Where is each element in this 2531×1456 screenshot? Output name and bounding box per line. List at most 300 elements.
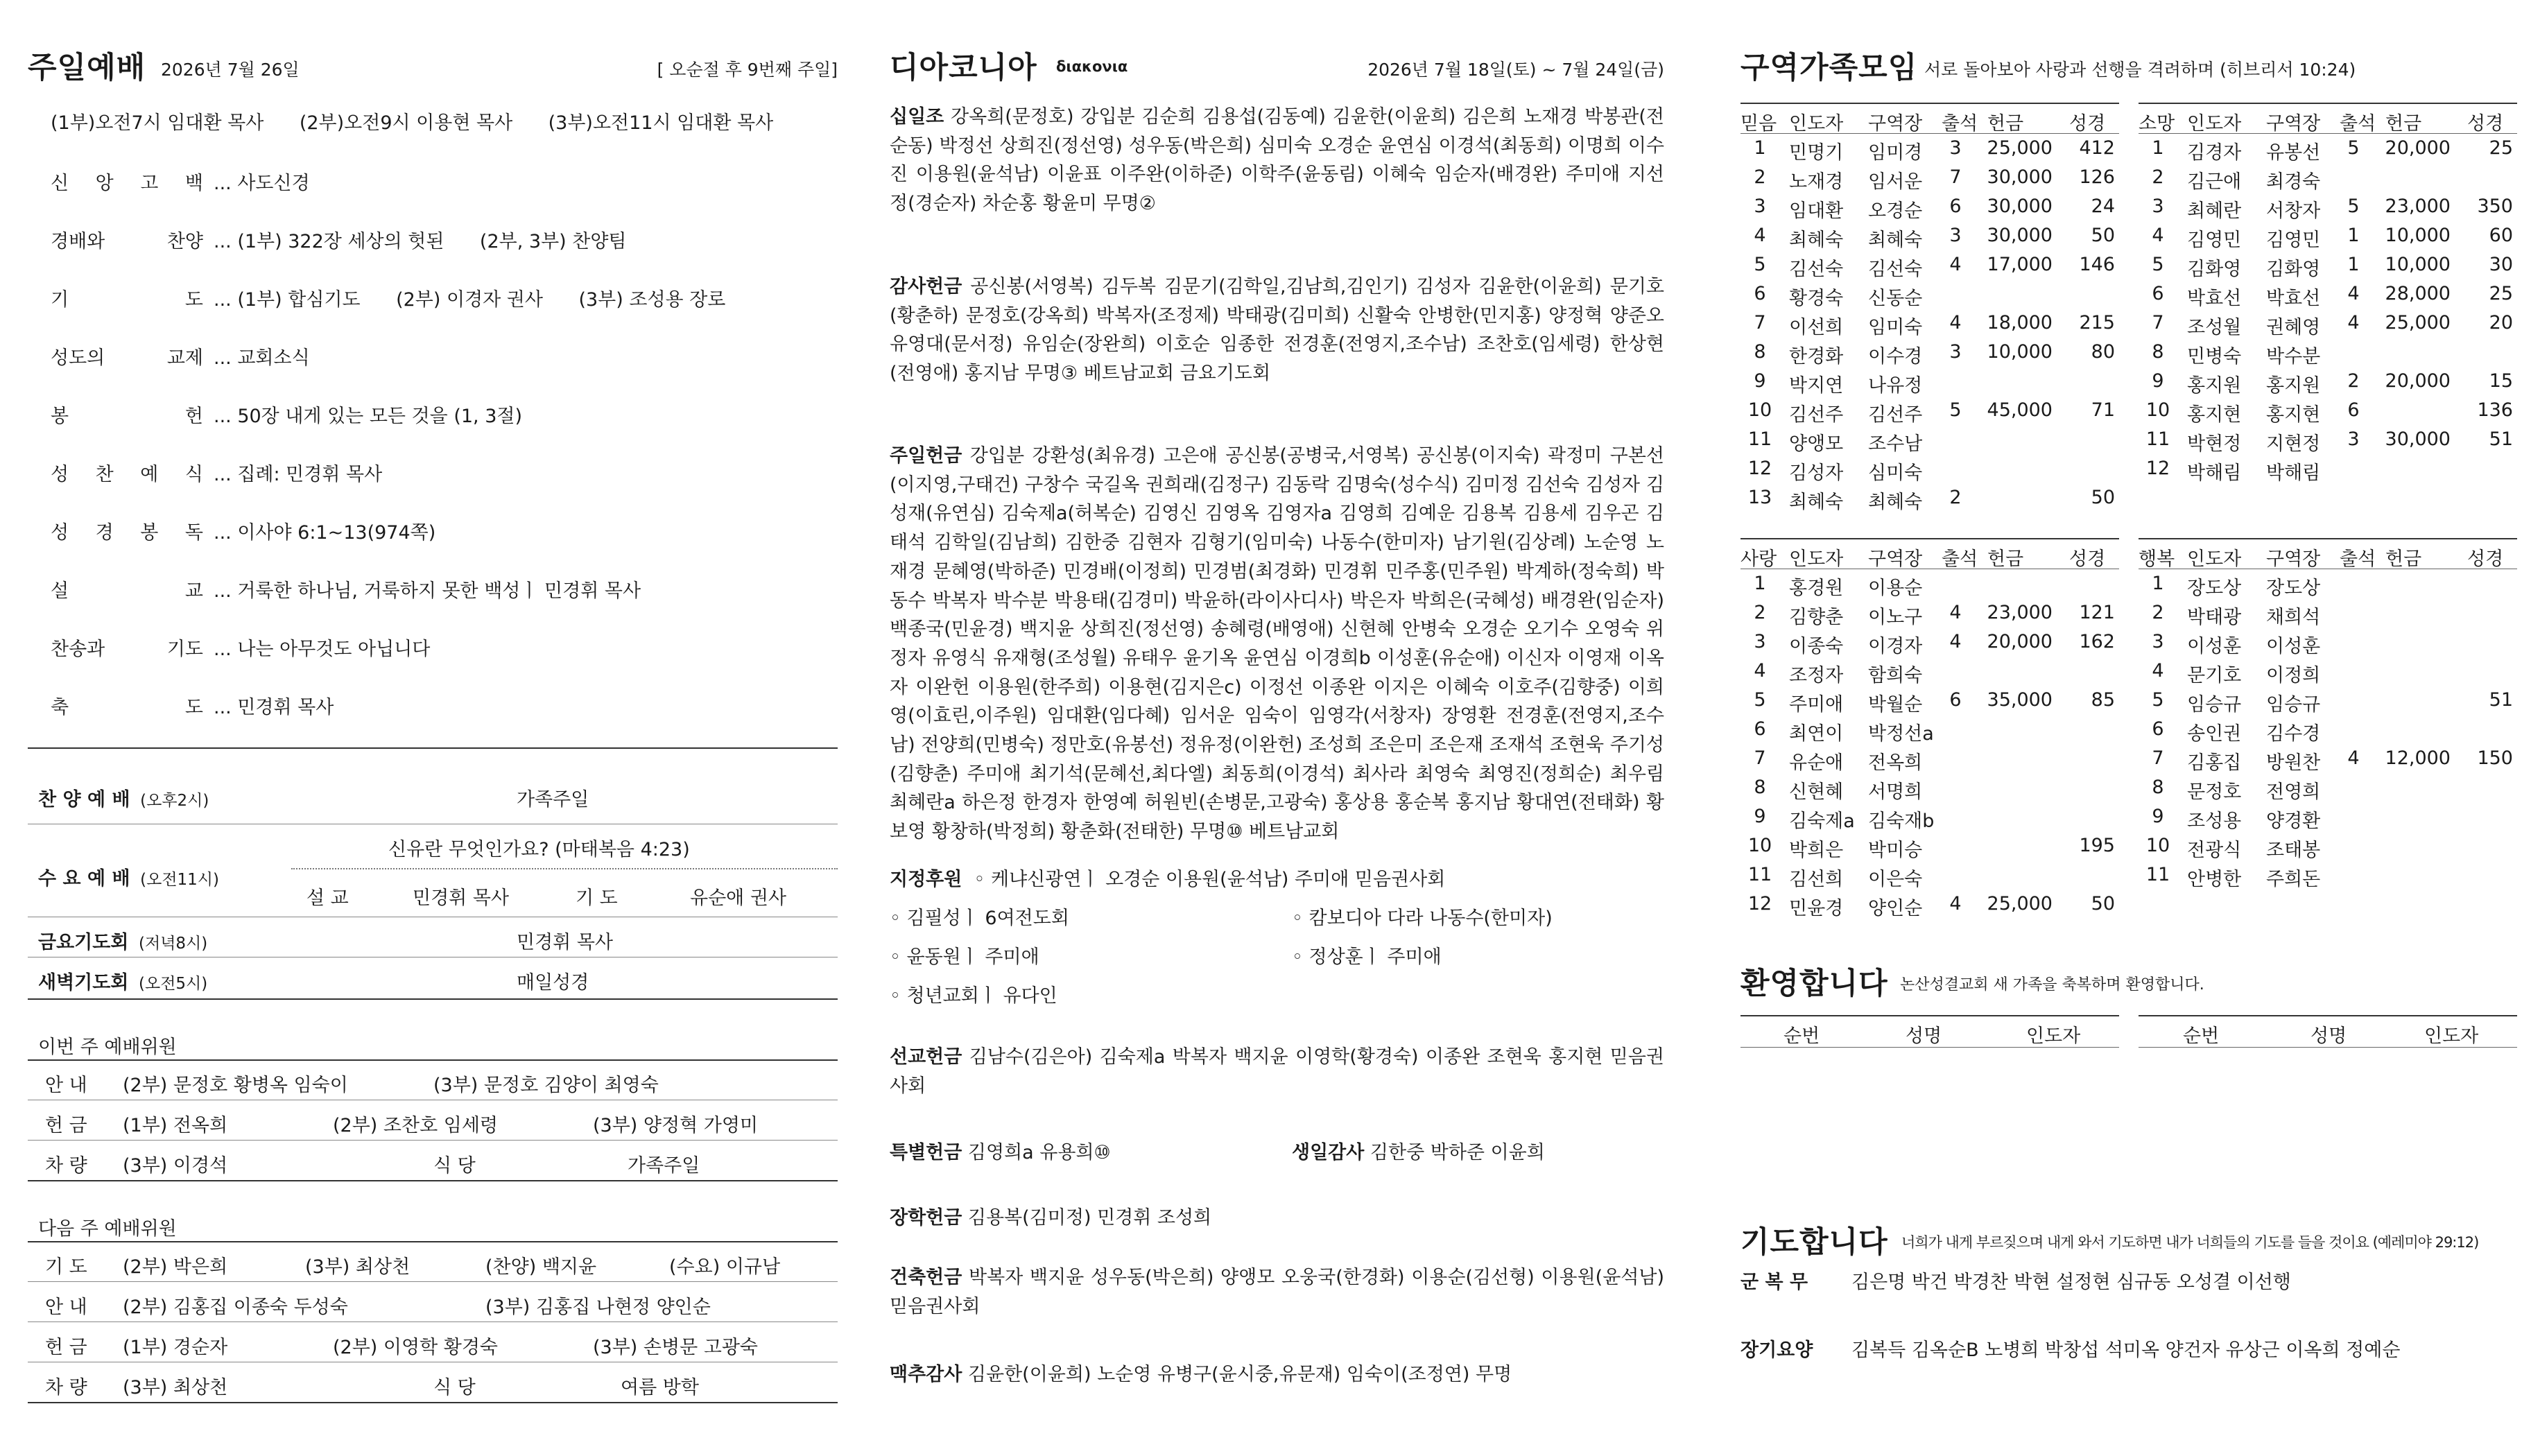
district-row — [2139, 395, 2517, 424]
district-cell: 4 — [1754, 660, 1766, 682]
building-text: 박복자 백지윤 성우동(박은희) 양앵모 오웅국(한경화) 이용순(김선형) 이용원(윤석남) 믿음권사회 — [890, 1267, 1664, 1317]
district-row — [1740, 569, 2119, 598]
district-row — [1740, 133, 2119, 162]
district-cell: 송인권 — [2187, 723, 2242, 745]
special-label: 특별헌금 — [890, 1142, 962, 1163]
district-cell: 9 — [2152, 806, 2164, 827]
district-cell: 71 — [2091, 399, 2115, 421]
district-row — [1740, 424, 2119, 453]
district-cell: 126 — [2079, 166, 2115, 188]
district-cell: 임대환 — [1789, 200, 1844, 222]
wed-preach-label: 설 교 — [306, 887, 349, 909]
district-col-header: 헌금 — [2385, 113, 2422, 135]
district-cell: 6 — [2152, 283, 2164, 304]
sunday-offering-text: 강입분 강환성(최유경) 고은애 공신봉(공병국,서영복) 공신봉(이지숙) 곽정미 구본선(이지영,구태건) 구창수 국길옥 권희래(김정구) 김동락 김명숙(성수식) 김미정 김선숙 김성자 김성재(유연심) 김숙제a(허복순) 김영신 김영옥 김영자a 김영희 김예운 김용복 김용세 김우곤 김태석 김학일(김남희) 김한중 김현자 김형기(임미숙) 나동수(한미자) 남기원(김상례) 노순영 노재경 문혜영(박하준) 민경배(이정희) 민경범(최경화) 민경휘 민주홍(민주원) 박계하(정숙희) 박동수 박복자 박수분 박용태(김경미) 박윤하(라이사디사) 박은자 박희은(국혜성) 배경완(임순자) 백종국(민윤경) 백지윤 상희진(정선영) 송혜령(배영애) 신현혜 안병숙 오경순 오기수 오영숙 위정자 유영식 유재형(조성월) 유태우 윤기옥 윤연심 이경희b 이성훈(유순애) 이신자 이영재 이옥자 이완헌 이용원(한주희) 이용현(김지은c) 이정선 이종완 이지은 이혜숙 이호주(김향중) 이희영(이효린,이주원) 임대환(임다혜) 임서운 임숙이 임영각(서창자) 장영환 전경훈(전영지,조수남) 전양희(민병숙) 정만호(유봉선) 정유정(이완헌) 조성희 조은미 조은재 조재석 조현욱 주기성(김향춘) 주미애 최기석(문혜선,최다엘) 최동희(이경석) 최사라 최영숙 최영진(정희순) 최우림 최혜란a 하은정 한경자 한영예 허원빈(손병문,고광숙) 홍상용 홍순복 홍지남 황대연(전태화) 황보영 황창하(박정희) 황춘화(전태한) 무명⑩ 베트남교회 — [890, 445, 1664, 843]
district-cell: 문기호 — [2187, 665, 2242, 686]
district-cell: 박효선 — [2187, 288, 2242, 309]
district-cell: 홍지현 — [2266, 404, 2321, 426]
district-cell: 이종숙 — [1789, 636, 1844, 657]
welcome-table-left — [1740, 1015, 2119, 1048]
district-cell: 황경숙 — [1789, 288, 1844, 309]
sunday-offering-label: 주일헌금 — [890, 445, 962, 467]
friday-service — [38, 927, 207, 954]
district-cell: 6 — [1754, 718, 1766, 740]
next-week-title: 다음 주 예배위원 — [38, 1218, 177, 1240]
district-cell: 김선주 — [1868, 404, 1923, 426]
district-cell: 홍경원 — [1789, 578, 1844, 599]
district-cell: 30,000 — [1987, 166, 2053, 188]
district-cell: 3 — [2152, 631, 2164, 652]
district-table-header — [2139, 103, 2517, 134]
district-cell: 30,000 — [2385, 428, 2451, 450]
district-cell: 박태광 — [2187, 607, 2242, 628]
district-col-header: 헌금 — [1987, 113, 2024, 135]
district-col-header: 헌금 — [2385, 548, 2422, 570]
this-offering-2: (2부) 조찬호 임세령 — [333, 1115, 498, 1136]
worship-title: 주일예배 — [28, 51, 146, 85]
district-row — [2139, 685, 2517, 714]
order-value: ... (1부) 합심기도 (2부) 이경자 권사 (3부) 조성용 장로 — [214, 289, 726, 311]
order-value: ... 집례: 민경휘 목사 — [214, 464, 383, 485]
district-cell: 51 — [2489, 428, 2513, 450]
next-offering-1: (1부) 경순자 — [123, 1337, 228, 1358]
district-cell: 10,000 — [2385, 225, 2451, 246]
order-value: ... 교회소식 — [214, 347, 310, 369]
district-col-header: 인도자 — [2187, 113, 2242, 135]
district-cell: 50 — [2091, 225, 2115, 246]
district-cell: 195 — [2079, 835, 2115, 856]
district-cell: 전광식 — [2187, 840, 2242, 861]
district-cell: 신동순 — [1868, 288, 1923, 309]
district-cell: 김숙제a — [1789, 811, 1855, 832]
district-row — [1740, 889, 2119, 918]
birthday-block — [1292, 1137, 1545, 1164]
this-usher-3: (3부) 문정호 김양이 최영숙 — [433, 1075, 659, 1096]
scholar-text: 김용복(김미정) 민경휘 조성희 — [967, 1207, 1212, 1229]
order-value: ... 나는 아무것도 아닙니다 — [214, 639, 431, 660]
next-pray-praise: (찬양) 백지윤 — [485, 1256, 597, 1278]
next-pray-3: (3부) 최상천 — [305, 1256, 411, 1278]
district-cell: 이선희 — [1789, 317, 1844, 338]
designated-item: ◦ 윤동원ㅣ 주미애 — [890, 946, 1039, 968]
district-cell: 6 — [1949, 689, 1962, 711]
special-block — [890, 1137, 1111, 1164]
district-group-name: 사랑 — [1740, 548, 1777, 570]
district-cell: 18,000 — [1987, 312, 2053, 333]
service-times: (1부)오전7시 임대환 목사 (2부)오전9시 이용현 목사 (3부)오전11시 임대환 목사 — [51, 112, 774, 134]
order-label: 축 도 — [51, 697, 203, 718]
district-cell: 박정선a — [1868, 723, 1934, 745]
worship-header — [28, 44, 838, 86]
district-cell: 30,000 — [1987, 225, 2053, 246]
district-cell: 김영민 — [2187, 229, 2242, 251]
military-list: 김은명 박건 박경찬 박현 설정현 심규동 오성결 이선행 — [1851, 1272, 2291, 1293]
district-header — [1740, 44, 2503, 86]
wed-preacher: 민경휘 목사 — [413, 887, 509, 909]
district-cell: 7 — [1754, 312, 1766, 333]
district-cell: 5 — [1754, 689, 1766, 711]
military-label: 군 복 무 — [1740, 1272, 1808, 1293]
district-cell: 안병한 — [2187, 869, 2242, 890]
wednesday-label: 수 요 예 배 — [38, 868, 130, 890]
district-row — [1740, 656, 2119, 685]
district-cell: 7 — [2152, 312, 2164, 333]
district-cell: 12 — [1747, 893, 1772, 915]
district-cell: 전영희 — [2266, 781, 2321, 803]
district-cell: 5 — [2152, 254, 2164, 275]
district-cell: 30 — [2489, 254, 2513, 275]
district-cell: 45,000 — [1987, 399, 2053, 421]
district-col-header: 출석 — [2340, 113, 2376, 135]
order-label: 설 교 — [51, 580, 203, 602]
birthday-label: 생일감사 — [1292, 1142, 1365, 1163]
welcome-title: 환영합니다 — [1740, 967, 1888, 1001]
district-row — [1740, 627, 2119, 656]
district-cell: 박현정 — [2187, 433, 2242, 455]
district-cell: 홍지원 — [2266, 375, 2321, 397]
district-cell: 5 — [2347, 196, 2360, 217]
dawn-time: (오전5시) — [139, 975, 208, 993]
tithe-text: 강옥희(문정호) 강입분 김순희 김용섭(김동예) 김윤한(이윤희) 김은희 노재경 박봉관(전순동) 박정선 상희진(정선영) 성우동(박은희) 심미숙 오경순 윤연심 이경석(최동희) 이명희 이수진 이용원(윤석남) 이윤표 이주완(이하준) 이학주(윤동림) 이혜숙 임순자(배경완) 주미애 지선정(경순자) 차순홍 황윤미 무명② — [890, 106, 1664, 215]
welcome-col: 순번 — [2183, 1025, 2220, 1047]
district-cell: 임미경 — [1868, 142, 1923, 164]
next-meal-label: 식 당 — [433, 1377, 476, 1398]
wed-prayer: 유순애 권사 — [690, 887, 786, 909]
district-cell: 4 — [1949, 602, 1962, 623]
friday-value: 민경휘 목사 — [517, 932, 613, 953]
district-row — [1740, 366, 2119, 395]
district-row — [1740, 860, 2119, 889]
welcome-col: 성명 — [2310, 1025, 2347, 1047]
wednesday-service — [38, 863, 219, 890]
district-cell: 4 — [1949, 893, 1962, 915]
wheat-label: 맥추감사 — [890, 1364, 962, 1385]
district-cell: 한경화 — [1789, 346, 1844, 367]
welcome-col: 인도자 — [2424, 1025, 2479, 1047]
district-row — [2139, 220, 2517, 250]
thanks-block — [890, 272, 1664, 388]
district-cell: 김근애 — [2187, 171, 2242, 193]
district-cell: 임승규 — [2266, 694, 2321, 716]
worship-date: 2026년 7월 26일 — [161, 60, 300, 80]
prayer-subtitle: 너희가 내게 부르짖으며 내게 와서 기도하면 내가 너희들의 기도를 들을 것이요 (예레미야 29:12) — [1901, 1234, 2479, 1251]
district-cell: 9 — [2152, 370, 2164, 392]
district-cell: 홍지현 — [2187, 404, 2242, 426]
diakonia-header — [890, 44, 1664, 86]
district-cell: 민병숙 — [2187, 346, 2242, 367]
next-pray-wed: (수요) 이규남 — [669, 1256, 781, 1278]
welcome-table-right — [2139, 1015, 2517, 1048]
mission-text: 김남수(김은아) 김숙제a 박복자 백지윤 이영학(황경숙) 이종완 조현욱 홍지현 믿음권사회 — [890, 1046, 1664, 1097]
district-cell: 3 — [1949, 225, 1962, 246]
district-cell: 박수분 — [2266, 346, 2321, 367]
district-row — [2139, 743, 2517, 772]
district-row — [1740, 191, 2119, 220]
district-cell: 3 — [2152, 196, 2164, 217]
order-label: 신 앙 고 백 — [51, 173, 203, 194]
district-cell: 5 — [1754, 254, 1766, 275]
district-cell: 김화영 — [2266, 259, 2321, 280]
wheat-text: 김윤한(이윤희) 노순영 유병구(윤시중,유문재) 임숙이(조정연) 무명 — [967, 1364, 1512, 1385]
friday-time: (저녁8시) — [139, 935, 208, 953]
next-pray-2: (2부) 박은희 — [123, 1256, 228, 1278]
welcome-col: 인도자 — [2026, 1025, 2081, 1047]
district-cell: 박해림 — [2187, 462, 2242, 484]
district-row — [1740, 308, 2119, 337]
designated-item: ◦ 청년교회ㅣ 유다인 — [890, 985, 1057, 1007]
scholar-block — [890, 1202, 1211, 1229]
next-offering-2: (2부) 이영학 황경숙 — [333, 1337, 498, 1358]
district-cell: 박희은 — [1789, 840, 1844, 861]
this-offering-3: (3부) 양정혁 가영미 — [593, 1115, 758, 1136]
district-cell: 장도상 — [2266, 578, 2321, 599]
district-row — [2139, 308, 2517, 337]
this-car: (3부) 이경석 — [123, 1155, 228, 1177]
district-cell: 7 — [1949, 166, 1962, 188]
prayer-title: 기도합니다 — [1740, 1225, 1888, 1260]
district-cell: 1 — [2347, 254, 2360, 275]
this-meal: 가족주일 — [628, 1155, 700, 1177]
order-value: ... (1부) 322장 세상의 헛된 (2부, 3부) 찬양팀 — [214, 231, 627, 252]
designated-label: 지정후원 — [890, 869, 962, 890]
district-cell: 4 — [2152, 225, 2164, 246]
thanks-text: 공신봉(서영복) 김두복 김문기(김학일,김남희,김인기) 김성자 김윤한(이윤희) 문기호(황춘하) 문정호(강옥희) 박복자(조정제) 박태광(김미희) 신활숙 안병한(민지홍) 양정혁 양준오 유영대(문서정) 유임순(장완희) 이호순 임종한 전경훈(전영지,조수남) 조찬호(임세령) 한상현(전영애) 홍지남 무명③ 베트남교회 금요기도회 — [890, 276, 1664, 385]
order-label: 기 도 — [51, 289, 203, 311]
district-cell: 1 — [2152, 137, 2164, 159]
district-cell: 2 — [1754, 166, 1766, 188]
district-cell: 김성자 — [1789, 462, 1844, 484]
district-cell: 문정호 — [2187, 781, 2242, 803]
district-cell: 12,000 — [2385, 747, 2451, 769]
district-row — [2139, 337, 2517, 366]
order-label: 찬송과 기도 — [51, 639, 203, 660]
special-text: 김영희a 유용희⑩ — [967, 1142, 1111, 1163]
district-row — [2139, 714, 2517, 743]
district-cell: 이노구 — [1868, 607, 1923, 628]
district-row — [2139, 453, 2517, 483]
district-cell: 유순애 — [1789, 752, 1844, 774]
praise-service — [38, 784, 209, 811]
district-cell: 3 — [1949, 137, 1962, 159]
district-row — [2139, 250, 2517, 279]
diakonia-greek: διακονια — [1056, 58, 1128, 75]
divider — [28, 747, 838, 749]
designated-item: ◦ 캄보디아 다라 나동수(한미자) — [1292, 908, 1553, 929]
designated-block — [890, 864, 1445, 891]
district-cell: 136 — [2477, 399, 2513, 421]
district-cell: 4 — [2347, 283, 2360, 304]
district-cell: 김선숙 — [1868, 259, 1923, 280]
worship-season: [ 오순절 후 9번째 주일] — [657, 60, 838, 80]
district-cell: 주미애 — [1789, 694, 1844, 716]
district-cell: 11 — [1747, 864, 1772, 885]
district-cell: 13 — [1747, 487, 1772, 508]
diakonia-title: 디아코니아 — [890, 51, 1037, 85]
district-cell: 25,000 — [1987, 137, 2053, 159]
district-group-name: 행복 — [2139, 548, 2175, 570]
district-cell: 121 — [2079, 602, 2115, 623]
district-cell: 양인순 — [1868, 898, 1923, 919]
district-col-header: 출석 — [1942, 548, 1978, 570]
district-cell: 10,000 — [1987, 341, 2053, 363]
order-label: 성 찬 예 식 — [51, 464, 203, 485]
district-cell: 60 — [2489, 225, 2513, 246]
district-row — [1740, 220, 2119, 250]
district-cell: 박지연 — [1789, 375, 1844, 397]
welcome-subtitle: 논산성결교회 새 가족을 축복하며 환영합니다. — [1900, 976, 2204, 994]
district-cell: 조태봉 — [2266, 840, 2321, 861]
divider — [28, 1241, 838, 1242]
district-group-name: 믿음 — [1740, 113, 1777, 135]
district-cell: 8 — [1754, 341, 1766, 363]
district-cell: 12 — [2145, 458, 2170, 479]
district-row — [1740, 685, 2119, 714]
district-row — [2139, 366, 2517, 395]
district-cell: 최혜숙 — [1868, 492, 1923, 513]
district-cell: 23,000 — [2385, 196, 2451, 217]
district-row — [1740, 337, 2119, 366]
district-row — [2139, 424, 2517, 453]
divider — [28, 1059, 838, 1061]
this-meal-label: 식 당 — [433, 1155, 476, 1177]
district-cell: 박해림 — [2266, 462, 2321, 484]
district-cell: 8 — [2152, 341, 2164, 363]
district-cell: 20,000 — [2385, 137, 2451, 159]
district-cell: 8 — [1754, 777, 1766, 798]
district-col-header: 구역장 — [2266, 548, 2321, 570]
sunday-offering-block — [890, 442, 1664, 847]
district-table-header — [2139, 538, 2517, 569]
district-col-header: 구역장 — [1868, 113, 1923, 135]
prayer-header — [1740, 1219, 2503, 1260]
district-cell: 이수경 — [1868, 346, 1923, 367]
district-cell: 24 — [2091, 196, 2115, 217]
district-cell: 28,000 — [2385, 283, 2451, 304]
district-col-header: 성경 — [2069, 113, 2106, 135]
order-label: 성 경 봉 독 — [51, 522, 203, 544]
district-cell: 85 — [2091, 689, 2115, 711]
district-cell: 최혜숙 — [1868, 229, 1923, 251]
district-cell: 김향춘 — [1789, 607, 1844, 628]
district-cell: 25,000 — [2385, 312, 2451, 333]
district-cell: 4 — [2347, 747, 2360, 769]
district-cell: 민명기 — [1789, 142, 1844, 164]
district-row — [1740, 483, 2119, 512]
district-cell: 이성훈 — [2266, 636, 2321, 657]
friday-label: 금요기도회 — [38, 932, 129, 953]
district-cell: 박효선 — [2266, 288, 2321, 309]
district-cell: 서명희 — [1868, 781, 1923, 803]
district-cell: 조정자 — [1789, 665, 1844, 686]
this-week-title: 이번 주 예배위원 — [38, 1037, 177, 1058]
district-cell: 50 — [2091, 893, 2115, 915]
district-cell: 9 — [1754, 806, 1766, 827]
order-value: ... 민경휘 목사 — [214, 697, 334, 718]
district-cell: 1 — [1754, 137, 1766, 159]
district-cell: 최혜숙 — [1789, 229, 1844, 251]
district-cell: 지현정 — [2266, 433, 2321, 455]
district-cell: 162 — [2079, 631, 2115, 652]
district-cell: 이성훈 — [2187, 636, 2242, 657]
order-value: ... 사도신경 — [214, 173, 310, 194]
district-cell: 35,000 — [1987, 689, 2053, 711]
district-cell: 10,000 — [2385, 254, 2451, 275]
district-cell: 20,000 — [2385, 370, 2451, 392]
district-cell: 1 — [1754, 573, 1766, 594]
district-col-header: 인도자 — [1789, 548, 1844, 570]
order-value: ... 50장 내게 있는 모든 것을 (1, 3절) — [214, 406, 523, 427]
district-col-header: 성경 — [2467, 548, 2504, 570]
district-cell: 15 — [2489, 370, 2513, 392]
district-row — [1740, 831, 2119, 860]
next-usher-2: (2부) 김홍집 이종숙 두성숙 — [123, 1297, 348, 1318]
district-cell: 유봉선 — [2266, 142, 2321, 164]
district-cell: 5 — [1949, 399, 1962, 421]
district-row — [2139, 831, 2517, 860]
district-cell: 김선주 — [1789, 404, 1844, 426]
district-cell: 주희돈 — [2266, 869, 2321, 890]
this-usher-label: 안 내 — [45, 1075, 87, 1096]
this-car-label: 차 량 — [45, 1155, 87, 1177]
district-col-header: 출석 — [1942, 113, 1978, 135]
order-label: 경배와 찬양 — [51, 231, 203, 252]
tithe-block — [890, 103, 1664, 218]
district-cell: 23,000 — [1987, 602, 2053, 623]
praise-label: 찬 양 예 배 — [38, 789, 130, 811]
divider — [28, 1140, 838, 1141]
praise-value: 가족주일 — [517, 789, 589, 811]
birthday-text: 김한중 박하준 이윤희 — [1370, 1142, 1545, 1163]
district-row — [2139, 279, 2517, 308]
next-car: (3부) 최상천 — [123, 1377, 228, 1398]
next-offering-label: 헌 금 — [45, 1337, 87, 1358]
district-cell: 김영민 — [2266, 229, 2321, 251]
district-cell: 4 — [1754, 225, 1766, 246]
district-cell: 민윤경 — [1789, 898, 1844, 919]
district-cell: 나유정 — [1868, 375, 1923, 397]
district-row — [1740, 453, 2119, 483]
district-row — [1740, 598, 2119, 627]
district-cell: 1 — [2347, 225, 2360, 246]
district-cell: 10 — [1747, 835, 1772, 856]
district-col-header: 구역장 — [2266, 113, 2321, 135]
divider — [28, 1321, 838, 1322]
district-cell: 서창자 — [2266, 200, 2321, 222]
district-row — [2139, 627, 2517, 656]
district-cell: 4 — [1949, 631, 1962, 652]
district-cell: 임승규 — [2187, 694, 2242, 716]
district-cell: 이정희 — [2266, 665, 2321, 686]
district-cell: 권혜영 — [2266, 317, 2321, 338]
district-cell: 150 — [2477, 747, 2513, 769]
district-cell: 7 — [1754, 747, 1766, 769]
district-cell: 최연이 — [1789, 723, 1844, 745]
district-cell: 25 — [2489, 137, 2513, 159]
designated-item: ◦ 김필성ㅣ 6여전도회 — [890, 908, 1069, 929]
district-cell: 20,000 — [1987, 631, 2053, 652]
district-cell: 10 — [2145, 835, 2170, 856]
diakonia-date: 2026년 7월 18일(토) ~ 7월 24일(금) — [1367, 60, 1664, 80]
district-col-header: 구역장 — [1868, 548, 1923, 570]
district-cell: 조수남 — [1868, 433, 1923, 455]
district-cell: 3 — [1754, 196, 1766, 217]
district-row — [1740, 743, 2119, 772]
order-value: ... 거룩한 하나님, 거룩하지 못한 백성ㅣ 민경휘 목사 — [214, 580, 641, 602]
district-cell: 11 — [2145, 864, 2170, 885]
district-cell: 6 — [1949, 196, 1962, 217]
district-cell: 412 — [2079, 137, 2115, 159]
district-table-header — [1740, 103, 2119, 134]
